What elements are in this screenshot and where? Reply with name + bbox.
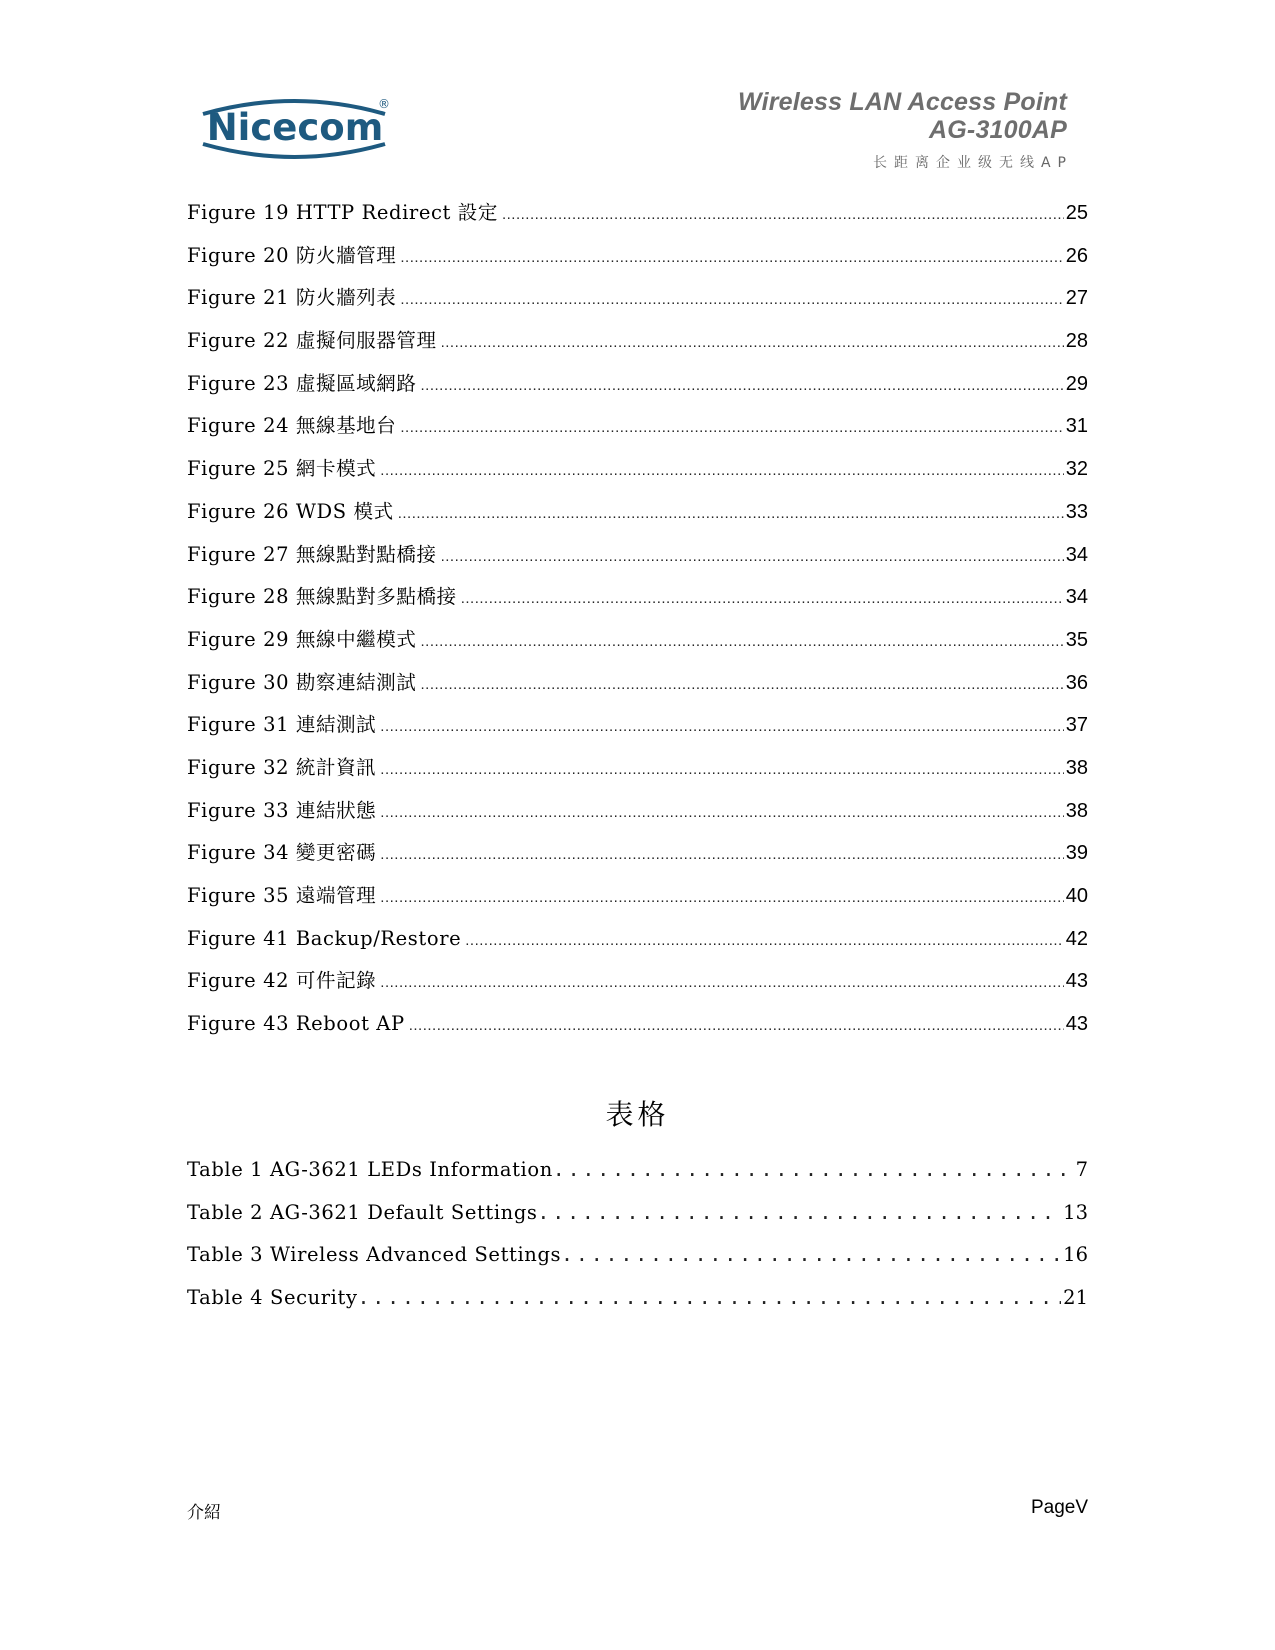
footer-page-number: PageV [1030, 1497, 1088, 1518]
toc-entry-label: Table 1 AG-3621 LEDs Information [187, 1158, 553, 1181]
toc-entry[interactable] [187, 881, 1088, 924]
toc-entry-label: Figure 19 HTTP Redirect 設定 [187, 201, 498, 224]
toc-entry-label: Table 4 Security [187, 1286, 358, 1310]
registered-mark: ® [378, 97, 390, 111]
toc-entry-label: Table 3 Wireless Advanced Settings [187, 1243, 562, 1267]
dot-leader [561, 1240, 1061, 1270]
toc-entry-label: Figure 27 無線點對點橋接 [187, 542, 437, 566]
logo-wordmark: Nicecom [206, 106, 384, 149]
toc-entry[interactable] [187, 497, 1088, 540]
table-list [187, 1155, 1088, 1326]
toc-entry[interactable] [187, 582, 1088, 625]
dot-leader [380, 883, 1063, 913]
toc-entry[interactable] [187, 283, 1088, 326]
product-header [738, 88, 1073, 172]
dot-leader [380, 456, 1063, 486]
toc-entry-label: Figure 31 連結測試 [187, 713, 377, 737]
footer-section-name: 介紹 [187, 1503, 221, 1523]
toc-entry-label: Figure 33 連結狀態 [187, 798, 377, 822]
toc-entry-page: 42 [1065, 927, 1088, 950]
toc-entry-label: Figure 43 Reboot AP [187, 1012, 405, 1036]
toc-entry[interactable] [187, 241, 1088, 284]
toc-entry[interactable] [187, 1283, 1088, 1326]
toc-entry-label: Figure 28 無線點對多點橋接 [187, 585, 457, 609]
toc-entry-page: 33 [1065, 500, 1088, 523]
dot-leader [420, 670, 1063, 700]
dot-leader [400, 413, 1063, 443]
dot-leader [380, 755, 1063, 785]
dot-leader [400, 243, 1063, 273]
toc-entry-page: 38 [1065, 756, 1088, 779]
toc-entry-page: 36 [1065, 671, 1088, 694]
toc-entry-label: Figure 30 勘察連結測試 [187, 670, 417, 694]
toc-entry[interactable] [187, 326, 1088, 369]
tables-heading: 表格 [605, 1098, 670, 1131]
toc-entry[interactable] [187, 1198, 1088, 1241]
dot-leader [441, 542, 1064, 572]
toc-entry-label: Figure 26 WDS 模式 [187, 499, 394, 523]
toc-entry[interactable] [187, 1240, 1088, 1283]
dot-leader [380, 712, 1063, 742]
toc-entry-label: Figure 21 防火牆列表 [187, 286, 397, 310]
dot-leader [398, 499, 1064, 529]
dot-leader [380, 840, 1063, 870]
toc-entry[interactable] [187, 625, 1088, 668]
toc-entry[interactable] [187, 668, 1088, 711]
toc-entry-page: 32 [1065, 458, 1088, 481]
dot-leader [380, 798, 1063, 828]
toc-entry[interactable] [187, 198, 1088, 241]
toc-entry-page: 13 [1063, 1200, 1088, 1224]
dot-leader [461, 584, 1064, 614]
toc-entry[interactable] [187, 966, 1088, 1009]
toc-entry[interactable] [187, 924, 1088, 967]
dot-leader [553, 1155, 1074, 1185]
toc-entry-page: 7 [1075, 1158, 1088, 1181]
toc-entry-label: Figure 42 可件記錄 [187, 969, 377, 993]
toc-entry-label: Figure 23 虛擬區域網路 [187, 371, 417, 395]
product-model: AG-3100AP [929, 116, 1067, 144]
toc-entry-page: 34 [1065, 543, 1088, 566]
toc-entry-label: Figure 24 無線基地台 [187, 414, 397, 438]
dot-leader [420, 627, 1063, 657]
dot-leader [538, 1198, 1062, 1228]
toc-entry-page: 16 [1063, 1243, 1088, 1267]
toc-entry-page: 21 [1063, 1286, 1088, 1310]
dot-leader [358, 1283, 1062, 1313]
toc-entry-page: 43 [1065, 970, 1088, 993]
toc-entry-page: 40 [1065, 885, 1088, 907]
toc-entry-label: Figure 25 網卡模式 [187, 457, 377, 481]
toc-entry-label: Figure 22 虛擬伺服器管理 [187, 329, 437, 353]
toc-entry-page: 35 [1065, 628, 1088, 651]
toc-entry-page: 27 [1065, 287, 1088, 310]
dot-leader [441, 328, 1064, 358]
toc-entry[interactable] [187, 753, 1088, 796]
toc-entry[interactable] [187, 1009, 1088, 1052]
toc-entry-label: Figure 41 Backup/Restore [187, 926, 462, 950]
toc-entry-label: Figure 35 遠端管理 [187, 884, 377, 907]
toc-entry[interactable] [187, 796, 1088, 839]
toc-entry-page: 28 [1065, 330, 1088, 353]
toc-entry-page: 25 [1065, 202, 1088, 224]
product-title: Wireless LAN Access Point [738, 88, 1067, 116]
toc-entry[interactable] [187, 454, 1088, 497]
toc-entry-page: 34 [1065, 586, 1088, 609]
toc-entry[interactable] [187, 540, 1088, 583]
dot-leader [502, 200, 1064, 230]
toc-entry[interactable] [187, 838, 1088, 881]
toc-entry-label: Figure 29 無線中繼模式 [187, 627, 417, 651]
toc-entry-label: Figure 34 變更密碼 [187, 841, 377, 865]
toc-entry-label: Figure 32 統計資訊 [187, 755, 377, 779]
toc-entry[interactable] [187, 710, 1088, 753]
nicecom-logo [195, 92, 395, 164]
toc-entry-page: 31 [1065, 415, 1088, 438]
product-subtitle: 长距离企业级无线AP [872, 155, 1073, 171]
nicecom-logo-icon [195, 92, 395, 164]
toc-entry[interactable] [187, 411, 1088, 454]
toc-entry[interactable] [187, 1155, 1088, 1198]
dot-leader [420, 371, 1063, 401]
toc-entry-page: 29 [1065, 372, 1088, 395]
dot-leader [409, 1011, 1064, 1041]
toc-entry-page: 39 [1065, 842, 1088, 865]
toc-entry-page: 38 [1065, 799, 1088, 822]
figure-list [187, 198, 1088, 1052]
dot-leader [380, 968, 1063, 998]
toc-entry-label: Figure 20 防火牆管理 [187, 243, 397, 267]
toc-entry-page: 26 [1065, 244, 1088, 267]
dot-leader [400, 285, 1063, 315]
dot-leader [465, 926, 1063, 956]
toc-entry[interactable] [187, 369, 1088, 412]
toc-entry-label: Table 2 AG-3621 Default Settings [187, 1200, 538, 1224]
toc-entry-page: 43 [1065, 1013, 1088, 1036]
toc-entry-page: 37 [1065, 714, 1088, 737]
